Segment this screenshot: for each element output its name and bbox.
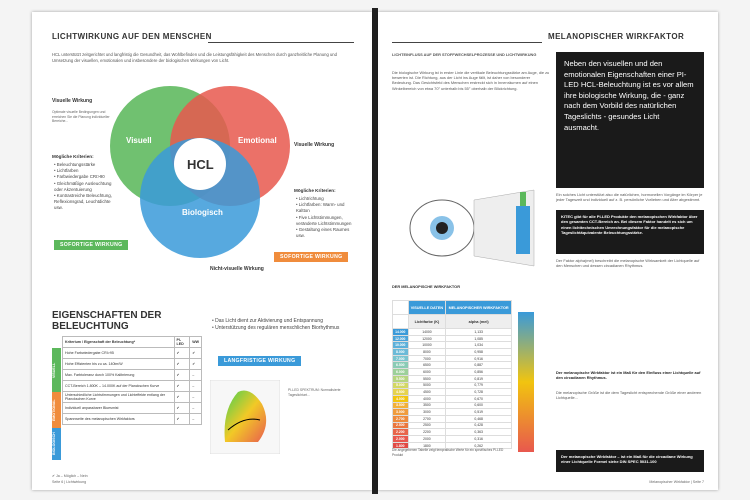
emotional-banner: SOFORTIGE WIRKUNG — [274, 252, 348, 262]
table-cell: ✔ — [174, 392, 190, 403]
table-header: VISUELLE DATEN — [408, 301, 446, 315]
table-cell: 3000 — [408, 409, 446, 416]
table-cell: 0,819 — [446, 375, 512, 382]
table-row — [393, 329, 512, 336]
right-footer: Melanopischer Wirkfaktor | Seite 7 — [649, 480, 704, 484]
melanopic-table — [392, 300, 512, 449]
table-cell: Spannweite des melanopischen Wirkfaktors — [63, 414, 175, 425]
list-item: • Beleuchtungsstärke — [54, 162, 118, 168]
table-cell: 5.500 — [393, 375, 409, 382]
table-cell: – — [190, 392, 202, 403]
table-row — [63, 392, 202, 403]
table-cell: – — [190, 381, 202, 392]
list-item: • Kontrastreiche Beleuchtung, Reflexionsgrad, Leuchtdichte usw. — [54, 193, 118, 212]
properties-table — [62, 336, 202, 425]
kitec-box: KITEC gibt für alle PI-LED Produkte den melanopischen Wirkfaktor über den gesamten CCT-Bereich an. Bei diesem Faktor handelt es sich um einen lichttechnischen Umrechnungsfaktor für die melanopische Tageslichtäquivalente Beleuchtungsstärke. — [556, 210, 704, 254]
visual-criteria-list — [54, 162, 118, 212]
table-row — [393, 369, 512, 376]
table-row — [393, 395, 512, 402]
table-cell: 0,779 — [446, 382, 512, 389]
table-cell: 2200 — [408, 429, 446, 436]
table-cell: 2.500 — [393, 422, 409, 429]
cie-chart-figure — [210, 380, 280, 454]
table-cell: 0,887 — [446, 362, 512, 369]
table-cell: 3500 — [408, 402, 446, 409]
table-cell: Hohe Farbwiedergabe CRI>95 — [63, 348, 175, 359]
table-cell: ✔ — [174, 348, 190, 359]
properties-table-title: EIGENSCHAFTEN DER BELEUCHTUNG — [52, 310, 162, 332]
table-cell: 0,428 — [446, 422, 512, 429]
list-item: • Gleichmäßige Ausleuchtung oder Akzentuierung — [54, 181, 118, 193]
venn-label-visual: Visuell — [126, 136, 152, 145]
table-row — [393, 355, 512, 362]
table-cell: 14.000 — [393, 329, 409, 336]
table-cell: ✔ — [174, 359, 190, 370]
final-formula-box: Der melanopische Wirkfaktor – ist ein Maß für die circadiane Wirkung einer Lichtquelle Formel siehe DIN SPEC 5031-100 — [556, 450, 704, 472]
table-cell: 8000 — [408, 349, 446, 356]
table-cell: ✔ — [174, 414, 190, 425]
right-intro-title: LICHTEINFLUSS AUF DER STOFFWECHSELPROZESSE UND LICHTWIRKUNG — [392, 52, 537, 57]
nonvisual-effect-title: Nicht-visuelle Wirkung — [210, 266, 264, 272]
table-header: Kriterium / Eigenschaft der Beleuchtung* — [63, 337, 175, 348]
table-cell: 4.500 — [393, 389, 409, 396]
table-cell: 0,468 — [446, 415, 512, 422]
right-text-3: Der Faktor alpha(mel) beschreibt die melanopische Wirksamkeit der Lichtquelle auf den Menschen und dessen circadianen Rhythmus. — [556, 258, 700, 269]
table-cell: 0,316 — [446, 436, 512, 443]
black-statement-box: Neben den visuellen und den emotionalen Eigenschaften einer PI-LED HCL-Beleuchtung ist es vor allem ihre biologische Wirkung, die - ganz nach dem Vorbild des natürlichen Tageslichts - gesundes Licht ausmacht. — [556, 52, 704, 188]
table-cell: 2700 — [408, 415, 446, 422]
table-cell: 5500 — [408, 375, 446, 382]
table-subheader-row — [393, 315, 512, 329]
table-cell: 2000 — [408, 436, 446, 443]
table-cell: 0,262 — [446, 442, 512, 449]
emotional-effect-title: Visuelle Wirkung — [294, 142, 335, 148]
table-cell: 0,519 — [446, 409, 512, 416]
left-page — [32, 12, 372, 490]
table-cell: 0,856 — [446, 369, 512, 376]
table-row — [393, 422, 512, 429]
table-row — [393, 335, 512, 342]
table-cell: 6000 — [408, 369, 446, 376]
table-cell: 8.000 — [393, 349, 409, 356]
venn-center-label: HCL — [187, 157, 214, 172]
table-row — [393, 429, 512, 436]
table-row — [393, 375, 512, 382]
table-cell: 1,133 — [446, 329, 512, 336]
visual-effect-title: Visuelle Wirkung — [52, 98, 93, 104]
table-cell: – — [190, 414, 202, 425]
table-cell: 2.200 — [393, 429, 409, 436]
visual-banner: SOFORTIGE WIRKUNG — [54, 240, 128, 250]
table-cell: 4000 — [408, 395, 446, 402]
emotional-criteria-title: Mögliche Kriterien: — [294, 188, 336, 193]
table-cell: 2.700 — [393, 415, 409, 422]
table-cell — [393, 315, 409, 329]
table-cell: 0,363 — [446, 429, 512, 436]
right-page-header: MELANOPISCHER WIRKFAKTOR — [548, 32, 685, 41]
right-page — [378, 12, 718, 490]
list-item: • Farbwiedergabe CRI>90 — [54, 174, 118, 180]
table-cell: 2.000 — [393, 436, 409, 443]
venn-label-emotional: Emotional — [238, 136, 277, 145]
table-row — [63, 381, 202, 392]
table-cell: 0,728 — [446, 389, 512, 396]
table-cell: ✔ — [174, 403, 190, 414]
table-cell: 0,670 — [446, 395, 512, 402]
table-row — [63, 414, 202, 425]
table-cell: Individuell anpassbarer Bluesmist — [63, 403, 175, 414]
table-cell: 7.000 — [393, 355, 409, 362]
list-item: • Lichtfarben — [54, 168, 118, 174]
visual-effect-desc: Optimale visuelle Bedingungen und erreichen Sie die Planung individueller Bereiche... — [52, 110, 110, 123]
table-cell: 0,958 — [446, 349, 512, 356]
table-cell: 3.500 — [393, 402, 409, 409]
table-row — [393, 415, 512, 422]
table-subheader: alpha (mel) — [446, 315, 512, 329]
mel-table-title: DER MELANOPISCHE WIRKFAKTOR — [392, 284, 461, 289]
table-cell: 4500 — [408, 389, 446, 396]
table-cell: 0,600 — [446, 402, 512, 409]
list-item: • Gestaltung eines Raumes usw. — [296, 227, 358, 239]
table-row — [393, 402, 512, 409]
category-biological: BIOLOGISCH — [52, 428, 61, 460]
mel-table-legend: Die angegebenen Tabelle zeigt tempratische Werte für ein spezifisches PI-LED Produkt — [392, 448, 504, 458]
table-row — [393, 342, 512, 349]
table-cell: CCT-Bereich 1.800K – 14.000K auf der Planckschen Kurve — [63, 381, 175, 392]
table-row — [393, 409, 512, 416]
table-row — [393, 362, 512, 369]
table-row — [393, 382, 512, 389]
category-emotional: EMOTIONAL — [52, 392, 61, 428]
table-cell: 1.800 — [393, 442, 409, 449]
list-item: • Das Licht dient zur Aktivierung und Entspannung — [212, 318, 342, 325]
right-text-4: Die melanopische Größe ist die dem Tageslicht entsprechende Größe einer anderen Lichtquelle... — [556, 390, 702, 401]
table-cell: 12.000 — [393, 335, 409, 342]
table-cell — [393, 301, 409, 315]
table-cell: 5.000 — [393, 382, 409, 389]
header-rule — [392, 42, 542, 43]
chart-caption: PI-LED SPEKTRUM: Normalisierte Tageslichtart... — [288, 388, 341, 397]
table-header-row — [393, 301, 512, 315]
table-cell: 7000 — [408, 355, 446, 362]
table-cell: 2500 — [408, 422, 446, 429]
right-text-2: Ein solches Licht unterstützt also die natürlichen, hormonellen Vorgänge im Körper je jeder Tageszeit und individuell auf z. B. persönliche Vorlieben und Alter abgestimmt. — [556, 192, 703, 203]
table-cell: ✔ — [190, 348, 202, 359]
category-visual: VISUELL — [52, 348, 61, 392]
table-cell: ✔ — [174, 381, 190, 392]
table-cell: 6.000 — [393, 369, 409, 376]
table-cell: Unterschiedliche Lichtstimmungen und Lichteffekte entlang der Planckschen Kurve — [63, 392, 175, 403]
nonvisual-banner: LANGFRISTIGE WIRKUNG — [218, 356, 301, 366]
table-row — [393, 389, 512, 396]
list-item: • Five Lichtstimmungen, veränderte Lichtstimmungen — [296, 215, 358, 227]
table-header: WW — [190, 337, 202, 348]
table-cell: 6500 — [408, 362, 446, 369]
table-cell: 14000 — [408, 329, 446, 336]
venn-label-biological: Biologisch — [182, 208, 223, 217]
melanopic-intro: Der melanopische Wirkfaktor ist ein Maß für den Einfluss einer Lichtquelle auf den circadianen Rhythmus. — [556, 370, 701, 381]
table-cell: 1,034 — [446, 342, 512, 349]
table-row — [393, 349, 512, 356]
table-cell: – — [190, 370, 202, 381]
left-intro: HCL unterstützt zeitgerichtet und langfristig die Gesundheit, das Wohlbefinden und die Leistungsfähigkeit des Menschen durch ganzheitliche Planung und Umsetzung der visuellen, emotionalen und insbesondere der biologischen Wirkungen von Licht. — [52, 52, 337, 63]
table-cell: 1,085 — [446, 335, 512, 342]
table-cell: 4.000 — [393, 395, 409, 402]
table-cell: 1800 — [408, 442, 446, 449]
header-rule — [208, 42, 354, 43]
table-cell: 6.500 — [393, 362, 409, 369]
table-row — [63, 359, 202, 370]
table-cell: 10.000 — [393, 342, 409, 349]
table-row — [63, 348, 202, 359]
visual-criteria-title: Mögliche Kriterien: — [52, 154, 94, 159]
emotional-criteria-list — [296, 196, 358, 239]
table-cell: 0,916 — [446, 355, 512, 362]
table-subheader: Lichtfarbe (K) — [408, 315, 446, 329]
left-page-header: LICHTWIRKUNG AUF DEN MENSCHEN — [52, 32, 212, 41]
list-item: • Unterstützung des regulären menschlichen Biorhythmus — [212, 325, 342, 332]
cct-gradient-bar — [516, 312, 536, 452]
table-header-row — [63, 337, 202, 348]
table-cell: 12000 — [408, 335, 446, 342]
left-footer: Seite 6 | Lichtwirkung — [52, 480, 87, 484]
table-cell: 10000 — [408, 342, 446, 349]
right-intro-text: Die biologische Wirkung ist in erster Linie die vertikale Beleuchtungsstärke am Auge, die zu bewerten ist. Die Richtung, aus der Licht ins Auge fällt, ist daher von besonderer Bedeutung. Das Gesichtsfeld des Menschen erstreckt sich in Innenräumen auf einen Winkelbereich von etwa 70° unterhalb bis 55° oberhalb der Blickrichtung. — [392, 70, 550, 91]
table-legend: ✔ Ja – Möglich – Nein — [52, 474, 88, 478]
table-cell: 3.000 — [393, 409, 409, 416]
list-item: • Lichtfarben: Warm- und Kaltton — [296, 202, 358, 214]
nonvisual-list — [212, 318, 342, 332]
table-row — [393, 436, 512, 443]
table-header: PI-LED — [174, 337, 190, 348]
list-item: • Lichtrichtung — [296, 196, 358, 202]
table-row — [63, 403, 202, 414]
table-cell: 5000 — [408, 382, 446, 389]
table-cell: ✔ — [174, 370, 190, 381]
table-header: MELANOPISCHER WIRKFAKTOR — [446, 301, 512, 315]
table-cell: ✔ — [190, 359, 202, 370]
table-row — [63, 370, 202, 381]
table-cell: Max. Farbtoleranz durch 100% Kalibrierung — [63, 370, 175, 381]
table-cell: Hohe Effizienten bis zu ca. 140lm/W — [63, 359, 175, 370]
table-cell: – — [190, 403, 202, 414]
eye-diagram — [394, 186, 550, 270]
